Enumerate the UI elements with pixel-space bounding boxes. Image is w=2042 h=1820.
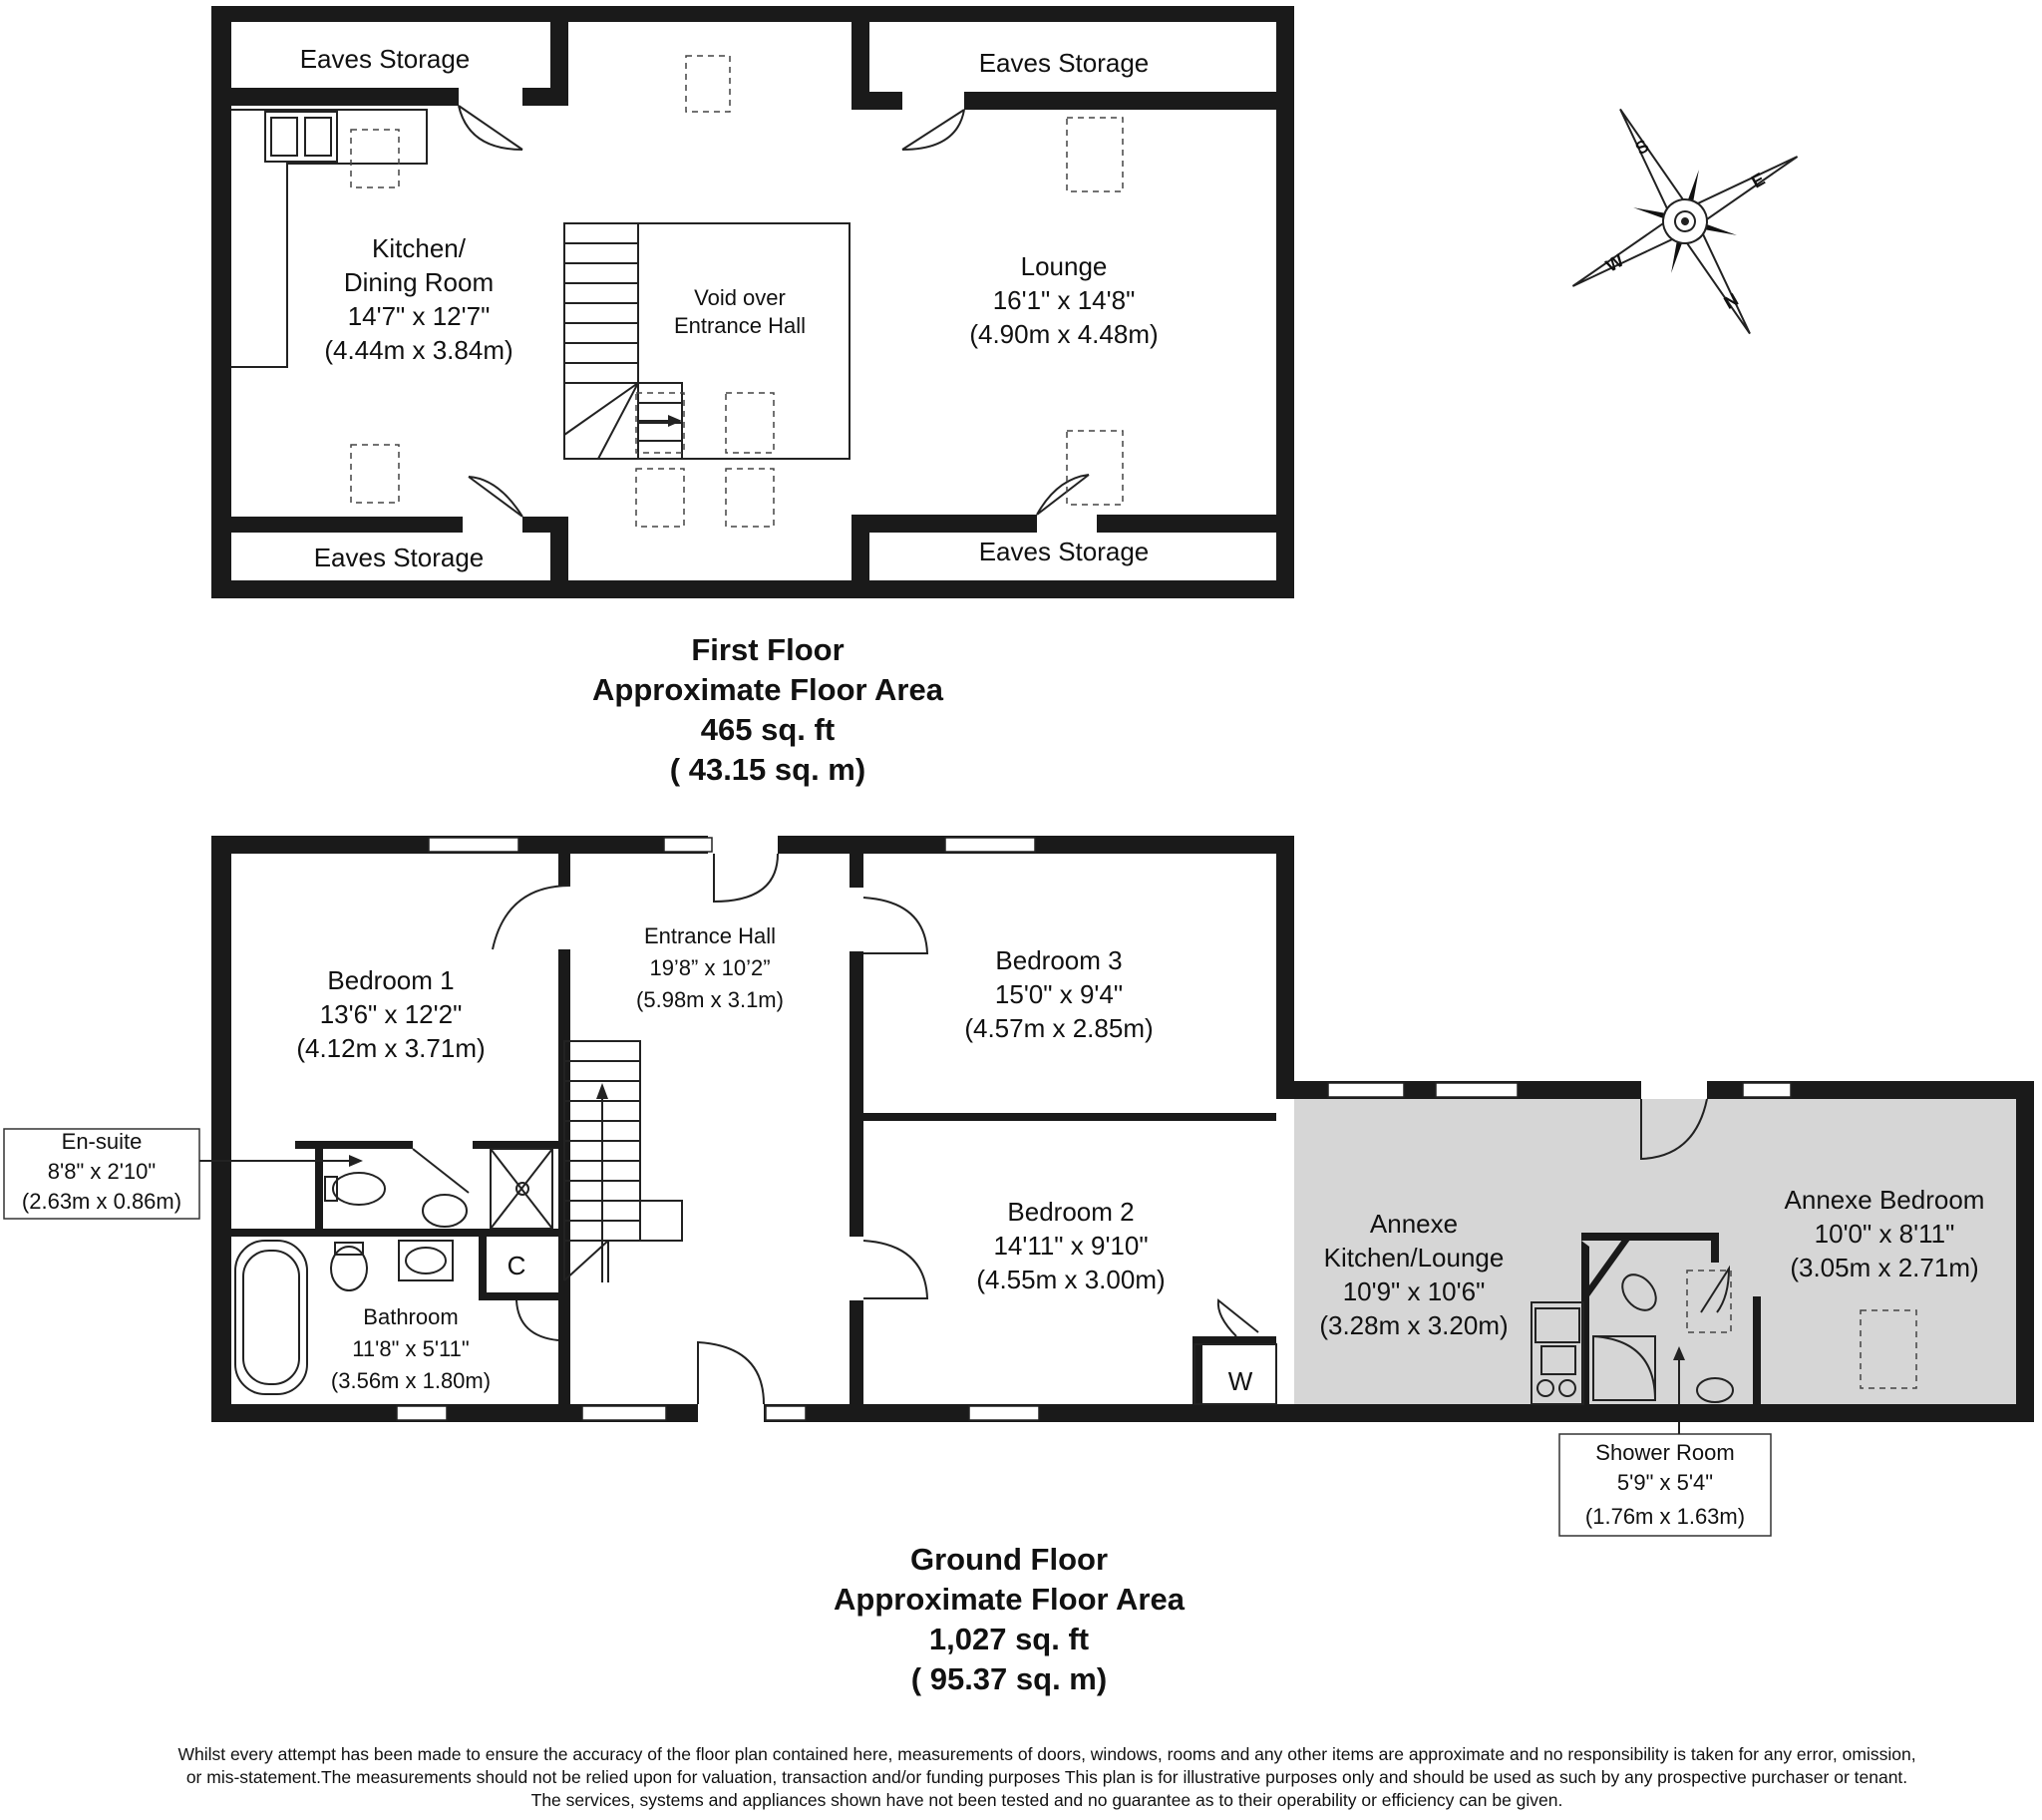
annexe-kitchen-line2: Kitchen/Lounge <box>1323 1243 1505 1273</box>
compass-rose-icon <box>1508 44 1862 398</box>
entrance-hall-metric: (5.98m x 3.1m) <box>636 987 784 1012</box>
ground-floor-title: Ground Floor <box>909 1542 1109 1577</box>
eaves-storage-top-left: Eaves Storage <box>299 44 471 74</box>
en-suite-name: En-suite <box>61 1129 143 1154</box>
annexe-bedroom-name: Annexe Bedroom <box>1784 1185 1985 1215</box>
entrance-hall-name: Entrance Hall <box>643 923 777 948</box>
bedroom3-imperial: 15'0" x 9'4" <box>994 979 1124 1009</box>
kitchen-name-line1: Kitchen/ <box>372 233 466 263</box>
kitchen-imperial: 14'7" x 12'7" <box>347 301 491 331</box>
disclaimer-line-2: or mis-statement.The measurements should not be relied upon for valuation, transaction and/or funding purposes This plan is for illustrative purposes only and should be used as such by any prospective purchaser or tenant. <box>185 1767 1908 1787</box>
bedroom1-imperial: 13'6" x 12'2" <box>319 999 463 1029</box>
void-line1: Void over <box>694 285 786 310</box>
first-floor-area-sqft: 465 sq. ft <box>700 712 836 747</box>
compass-north: N <box>1720 288 1742 313</box>
ground-floor-area-label: Approximate Floor Area <box>834 1582 1185 1617</box>
bathroom-name: Bathroom <box>363 1304 459 1329</box>
bedroom2-name: Bedroom 2 <box>1007 1197 1135 1227</box>
bedroom2-imperial: 14'11" x 9'10" <box>993 1231 1149 1261</box>
shower-room-name: Shower Room <box>1595 1440 1735 1465</box>
annexe-bedroom-metric: (3.05m x 2.71m) <box>1790 1253 1979 1282</box>
shower-room-imperial: 5'9" x 5'4" <box>1616 1470 1714 1495</box>
entrance-hall-imperial: 19’8” x 10’2” <box>649 955 771 980</box>
bathroom-imperial: 11'8" x 5'11" <box>352 1336 470 1361</box>
compass-south: S <box>1631 135 1653 160</box>
annexe-kitchen-line1: Annexe <box>1369 1209 1459 1239</box>
ground-floor-plan <box>4 836 2034 1696</box>
disclaimer-line-3: The services, systems and appliances shown have not been tested and no guarantee as to their operability or efficiency can be given. <box>530 1790 1563 1810</box>
lounge-name: Lounge <box>1020 251 1108 281</box>
annexe-bedroom-imperial: 10'0" x 8'11" <box>1814 1219 1955 1249</box>
bedroom3-metric: (4.57m x 2.85m) <box>964 1013 1154 1043</box>
eaves-storage-top-right: Eaves Storage <box>978 48 1150 78</box>
eaves-storage-bottom-right: Eaves Storage <box>978 537 1150 566</box>
kitchen-name-line2: Dining Room <box>343 267 495 297</box>
ground-floor-area-sqft: 1,027 sq. ft <box>928 1622 1090 1656</box>
en-suite-imperial: 8'8" x 2'10" <box>47 1159 157 1184</box>
first-floor-plan <box>211 6 1294 787</box>
compass-east: E <box>1748 169 1769 192</box>
annexe-kitchen-imperial: 10'9" x 10'6" <box>1342 1276 1486 1306</box>
ground-floor-area-sqm: ( 95.37 sq. m) <box>910 1661 1108 1696</box>
compass-west: W <box>1602 249 1627 276</box>
bedroom2-metric: (4.55m x 3.00m) <box>976 1265 1166 1294</box>
en-suite-metric: (2.63m x 0.86m) <box>21 1189 182 1214</box>
annexe-kitchen-metric: (3.28m x 3.20m) <box>1319 1310 1509 1340</box>
disclaimer <box>60 1743 2034 1812</box>
void-line2: Entrance Hall <box>673 313 807 338</box>
cupboard-label: C <box>507 1251 526 1280</box>
bedroom1-metric: (4.12m x 3.71m) <box>296 1033 486 1063</box>
first-floor-area-sqm: ( 43.15 sq. m) <box>669 752 866 787</box>
shower-room-metric: (1.76m x 1.63m) <box>1584 1504 1746 1529</box>
first-floor-title: First Floor <box>691 632 845 667</box>
lounge-metric: (4.90m x 4.48m) <box>969 319 1159 349</box>
bedroom3-name: Bedroom 3 <box>995 945 1123 975</box>
first-floor-area-label: Approximate Floor Area <box>592 672 943 707</box>
wardrobe-label: W <box>1227 1366 1253 1396</box>
bathroom-metric: (3.56m x 1.80m) <box>330 1368 492 1393</box>
disclaimer-line-1: Whilst every attempt has been made to ensure the accuracy of the floor plan contained here, measurements of doors, windows, rooms and any other items are approximate and no responsibility is taken for any error, omission, <box>177 1744 1916 1764</box>
bedroom1-name: Bedroom 1 <box>327 965 455 995</box>
lounge-imperial: 16'1" x 14'8" <box>992 285 1136 315</box>
eaves-storage-bottom-left: Eaves Storage <box>313 543 485 572</box>
kitchen-metric: (4.44m x 3.84m) <box>324 335 513 365</box>
